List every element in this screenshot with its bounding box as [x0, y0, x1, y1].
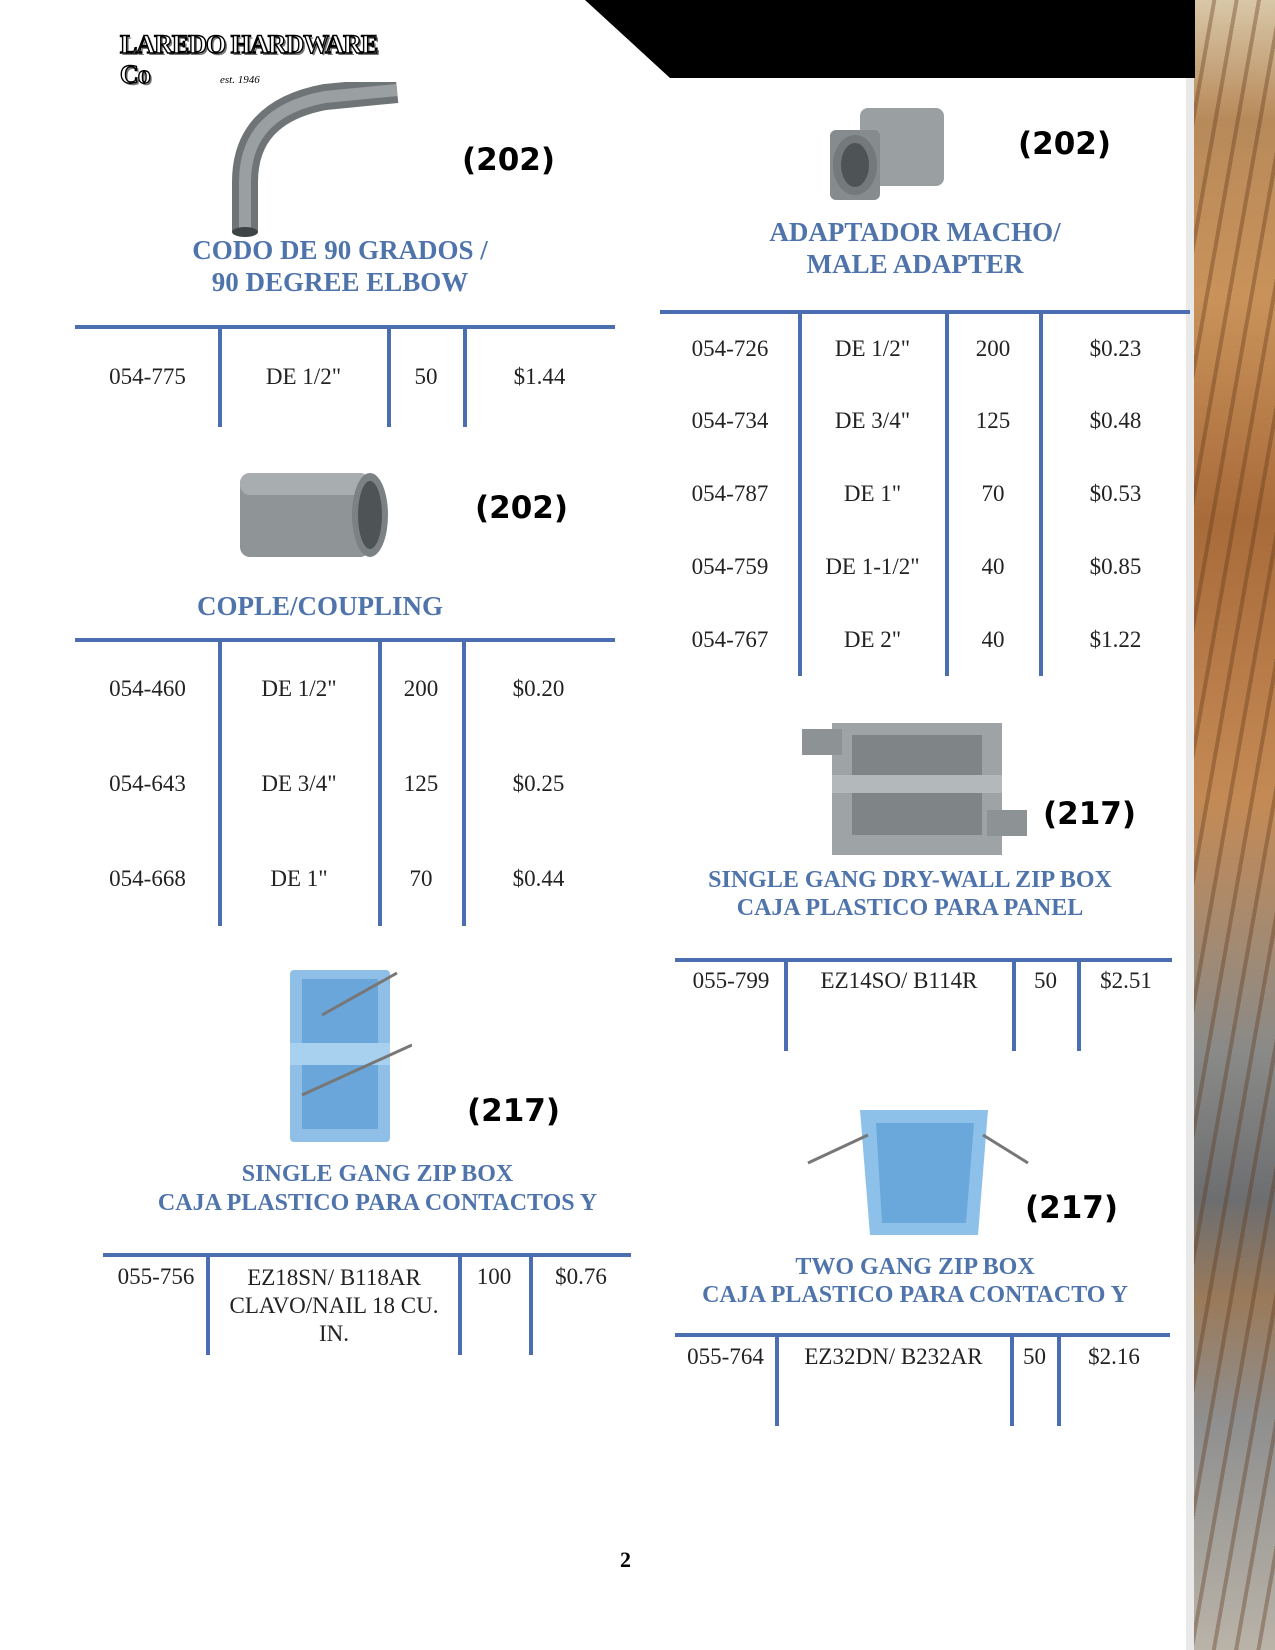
sku-cell: 054-787 — [691, 481, 769, 506]
size-cell: DE 1-1/2" — [825, 554, 920, 579]
qty-cell: 50 — [1023, 1344, 1046, 1369]
size-cell: DE 1" — [843, 481, 902, 506]
single-zip-title — [130, 1160, 625, 1218]
two-gang-title-line2: CAJA PLASTICO PARA CONTACTO Y — [702, 1282, 1128, 1308]
sku-cell: 054-734 — [691, 408, 769, 433]
sku-cell: 054-643 — [109, 771, 186, 796]
coupling-title: COPLE/COUPLING — [196, 591, 444, 621]
sku-cell: 054-460 — [109, 676, 186, 701]
logo-est: est. 1946 — [220, 74, 260, 86]
qty-cell: 100 — [476, 1264, 512, 1289]
price-cell: $0.48 — [1089, 408, 1142, 433]
two-gang-zip-box-image — [798, 1095, 1038, 1245]
single-zip-col-divider — [206, 1253, 210, 1355]
price-cell: $0.85 — [1089, 554, 1142, 579]
elbow-title-line1: CODO DE 90 GRADOS / — [192, 235, 488, 265]
elbow-code: (202) — [462, 142, 556, 178]
sku-cell: 055-799 — [692, 968, 770, 993]
sku-cell: 055-764 — [687, 1344, 764, 1369]
sku-cell: 054-726 — [691, 336, 769, 361]
drywall-zip-table-rule — [675, 958, 1172, 962]
elbow-table-rule — [75, 325, 615, 329]
size-cell: DE 3/4" — [834, 408, 911, 433]
price-cell: $1.44 — [513, 364, 566, 389]
top-banner — [585, 0, 1195, 78]
size-cell: DE 3/4" — [261, 771, 337, 796]
single-zip-title-line2: CAJA PLASTICO PARA CONTACTOS Y — [157, 1189, 598, 1216]
page-number: 2 — [620, 1547, 631, 1572]
male-adapter-title — [700, 216, 1130, 281]
two-gang-table-rule — [675, 1333, 1170, 1337]
coupling-code: (202) — [475, 490, 569, 526]
nail — [808, 1135, 868, 1163]
qty-cell: 70 — [981, 481, 1005, 506]
size-cell: DE 1/2" — [261, 676, 337, 701]
qty-cell: 125 — [975, 408, 1011, 433]
qty-cell: 40 — [981, 627, 1005, 652]
male-adapter-table-rule — [660, 310, 1190, 314]
size-cell: EZ32DN/ B232AR — [804, 1344, 983, 1369]
drywall-zip-box-image — [792, 715, 1032, 865]
qty-cell: 50 — [1034, 968, 1057, 993]
single-zip-box-image — [262, 965, 412, 1147]
tools-photo-strip — [1194, 0, 1275, 1650]
qty-cell: 200 — [403, 676, 439, 701]
two-gang-title-line1: TWO GANG ZIP BOX — [795, 1254, 1035, 1280]
qty-cell: 40 — [981, 554, 1005, 579]
drywall-zip-title — [680, 866, 1140, 922]
size-cell: DE 1/2" — [265, 364, 342, 389]
qty-cell: 70 — [409, 866, 433, 891]
two-gang-title — [680, 1253, 1150, 1309]
price-cell: $2.51 — [1100, 968, 1152, 993]
male-adapter-code: (202) — [1018, 126, 1112, 162]
price-cell: $0.53 — [1089, 481, 1142, 506]
two-gang-code: (217) — [1025, 1190, 1119, 1226]
sku-cell: 054-775 — [109, 364, 186, 389]
elbow-image — [215, 82, 405, 240]
male-adapter-image — [820, 100, 950, 210]
single-zip-table-rule — [103, 1253, 631, 1257]
male-adapter-title-line1: ADAPTADOR MACHO/ — [769, 217, 1061, 247]
price-cell: $0.44 — [512, 866, 565, 891]
size-cell: DE 1/2" — [834, 336, 911, 361]
size-cell: DE 1" — [270, 866, 328, 891]
price-cell: $0.25 — [512, 771, 565, 796]
logo-text: LAREDO HARDWARE Co — [120, 30, 378, 89]
drywall-zip-title-line1: SINGLE GANG DRY-WALL ZIP BOX — [708, 867, 1112, 893]
nail — [983, 1135, 1028, 1163]
size-cell: DE 2" — [843, 627, 902, 652]
elbow-title — [130, 234, 550, 299]
sku-cell: 055-756 — [117, 1264, 195, 1289]
price-cell: $0.76 — [555, 1264, 607, 1289]
single-zip-title-line1: SINGLE GANG ZIP BOX — [241, 1161, 514, 1187]
sku-cell: 054-668 — [109, 866, 186, 891]
coupling-table-rule — [75, 638, 615, 642]
qty-cell: 200 — [975, 336, 1011, 361]
qty-cell: 125 — [403, 771, 439, 796]
drywall-zip-title-line2: CAJA PLASTICO PARA PANEL — [736, 895, 1084, 921]
price-cell: $1.22 — [1089, 627, 1142, 652]
price-cell: $2.16 — [1088, 1344, 1140, 1369]
price-cell: $0.20 — [512, 676, 565, 701]
size-cell: EZ14SO/ B114R — [820, 968, 978, 993]
elbow-title-line2: 90 DEGREE ELBOW — [211, 267, 469, 298]
sku-cell: 054-767 — [691, 627, 769, 652]
qty-cell: 50 — [414, 364, 438, 389]
coupling-image — [232, 465, 392, 565]
drywall-zip-code: (217) — [1043, 796, 1137, 832]
size-cell: EZ18SN/ B118AR CLAVO/NAIL 18 CU. IN. — [229, 1265, 439, 1346]
sku-cell: 054-759 — [691, 554, 769, 579]
male-adapter-title-line2: MALE ADAPTER — [806, 249, 1024, 280]
single-zip-code: (217) — [467, 1093, 561, 1129]
price-cell: $0.23 — [1089, 336, 1142, 361]
